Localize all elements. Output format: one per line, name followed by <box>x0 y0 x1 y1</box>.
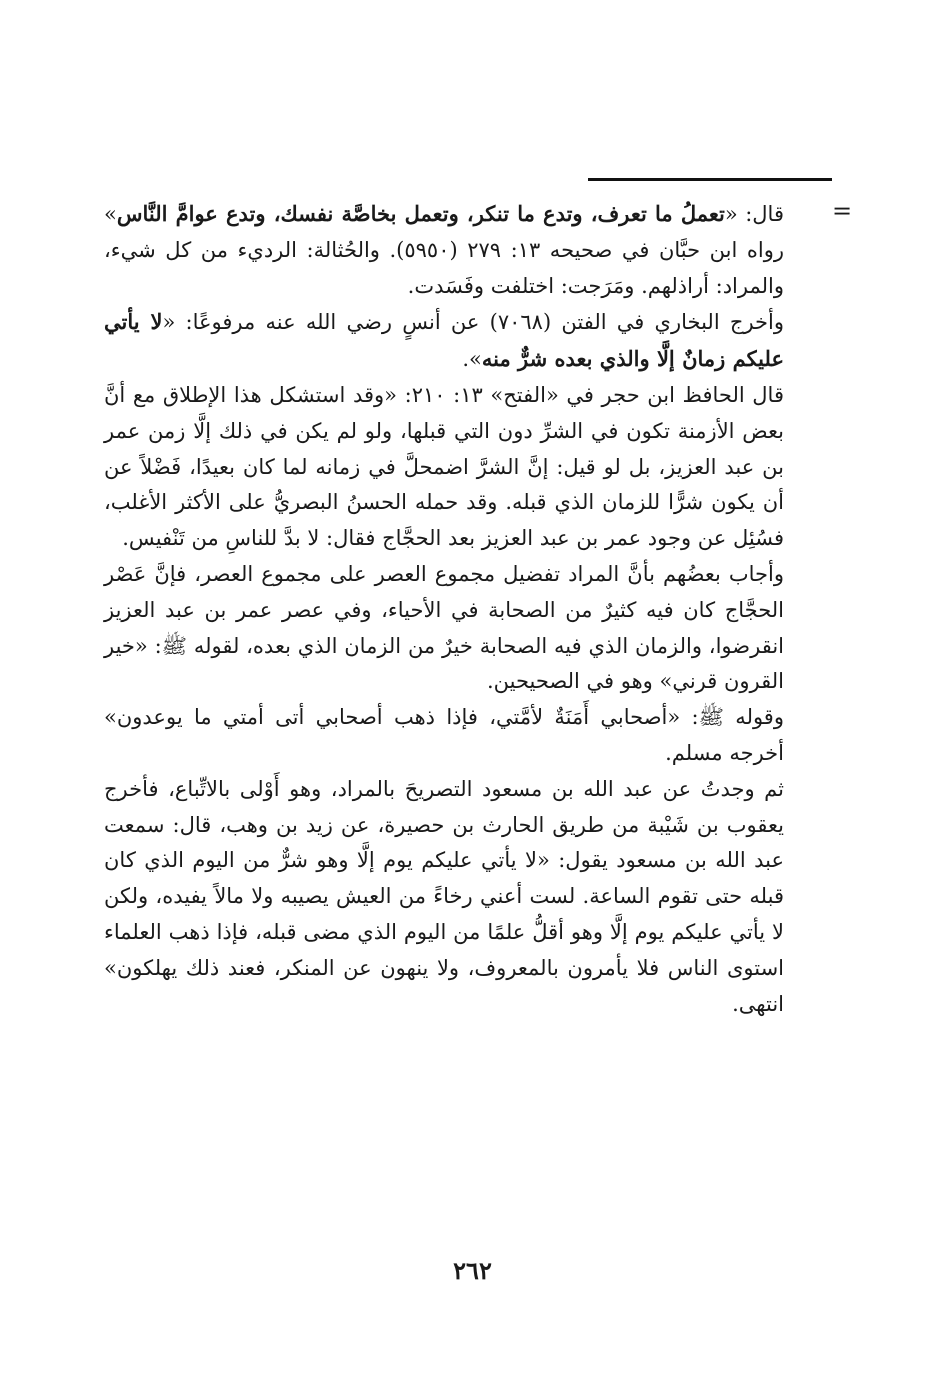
footnote-text-block <box>104 196 784 1022</box>
paragraph-answer: وأجاب بعضُهم بأنَّ المراد تفضيل مجموع العصر على مجموع العصر، فإنَّ عَصْر الحجَّاج كان فيه كثيرٌ من الصحابة في الأحياء، وفي عصر عمر بن عبد العزيز انقرضوا، والزمان الذي فيه الصحابة خيرٌ من الزمان الذي بعده، لقوله ﷺ: «خير القرون قرني» وهو في الصحيحين. <box>104 561 784 694</box>
paragraph-ibn-hajar: قال الحافظ ابن حجر في «الفتح» ١٣: ٢١٠: «وقد استشكل هذا الإطلاق مع أنَّ بعض الأزمنة تكون في الشرِّ دون التي قبلها، ولو لم يكن في ذلك إلَّا زمن عمر بن عبد العزيز، بل لو قيل: إنَّ الشرَّ اضمحلَّ في زمانه لما كان بعيدًا، فَضْلاً عن أن يكون شرًّا للزمان الذي قبله. وقد حمله الحسنُ البصريُّ على الأكثر الأغلب، فسُئِل عن وجود عمر بن عبد العزيز بعد الحجَّاج فقال: لا بدَّ للناسِ من تَنْفيس. <box>104 382 784 551</box>
hadith-text: لا يأتي عليكم زمانٌ إلَّا والذي بعده شرٌّ منه <box>104 309 784 372</box>
paragraph-ibn-masud: ثم وجدتُ عن عبد الله بن مسعود التصريحَ بالمراد، وهو أَوْلى بالاتِّباع، فأخرج يعقوب بن شَيْبة من طريق الحارث بن حصيرة، عن زيد بن وهب، قال: سمعت عبد الله بن مسعود يقول: «لا يأتي عليكم يوم إلَّا وهو شرٌّ من اليوم الذي كان قبله حتى تقوم الساعة. لست أعني رخاءً من العيش يصيبه ولا مالاً يفيده، ولكن لا يأتي عليكم يوم إلَّا وهو أقلُّ علمًا من اليوم الذي مضى قبله، فإذا ذهب العلماء استوى الناس فلا يأمرون بالمعروف، ولا ينهون عن المنكر، فعند ذلك يهلكون» انتهى. <box>104 776 784 1016</box>
paragraph-bukhari: وأخرج البخاري في الفتن (٧٠٦٨) عن أنسٍ رضي الله عنه مرفوعًا: «لا يأتي عليكم زمانٌ إلَّا والذي بعده شرٌّ منه». <box>104 309 784 372</box>
paragraph-companions: وقوله ﷺ: «أصحابي أَمَنَةٌ لأمَّتي، فإذا ذهب أصحابي أتى أمتي ما يوعدون» أخرجه مسلم. <box>104 705 784 765</box>
footnote-separator-rule <box>588 178 832 181</box>
page-number: ٢٦٢ <box>453 1256 492 1285</box>
paragraph-hadith-quote: قال: «تعملُ ما تعرف، وتدع ما تنكر، وتعمل بخاصَّة نفسك، وتدع عوامَّ النَّاس» رواه ابن حبَّان في صحيحه ١٣: ٢٧٩ (٥٩٥٠). والحُثالة: الرديء من كل شيء، والمراد: أراذلهم. ومَرَجت: اختلفت وفَسَدت. <box>104 201 784 298</box>
hadith-text: تعملُ ما تعرف، وتدع ما تنكر، وتعمل بخاصَّة نفسك، وتدع عوامَّ النَّاس <box>116 201 725 226</box>
continuation-mark: = <box>832 197 853 225</box>
